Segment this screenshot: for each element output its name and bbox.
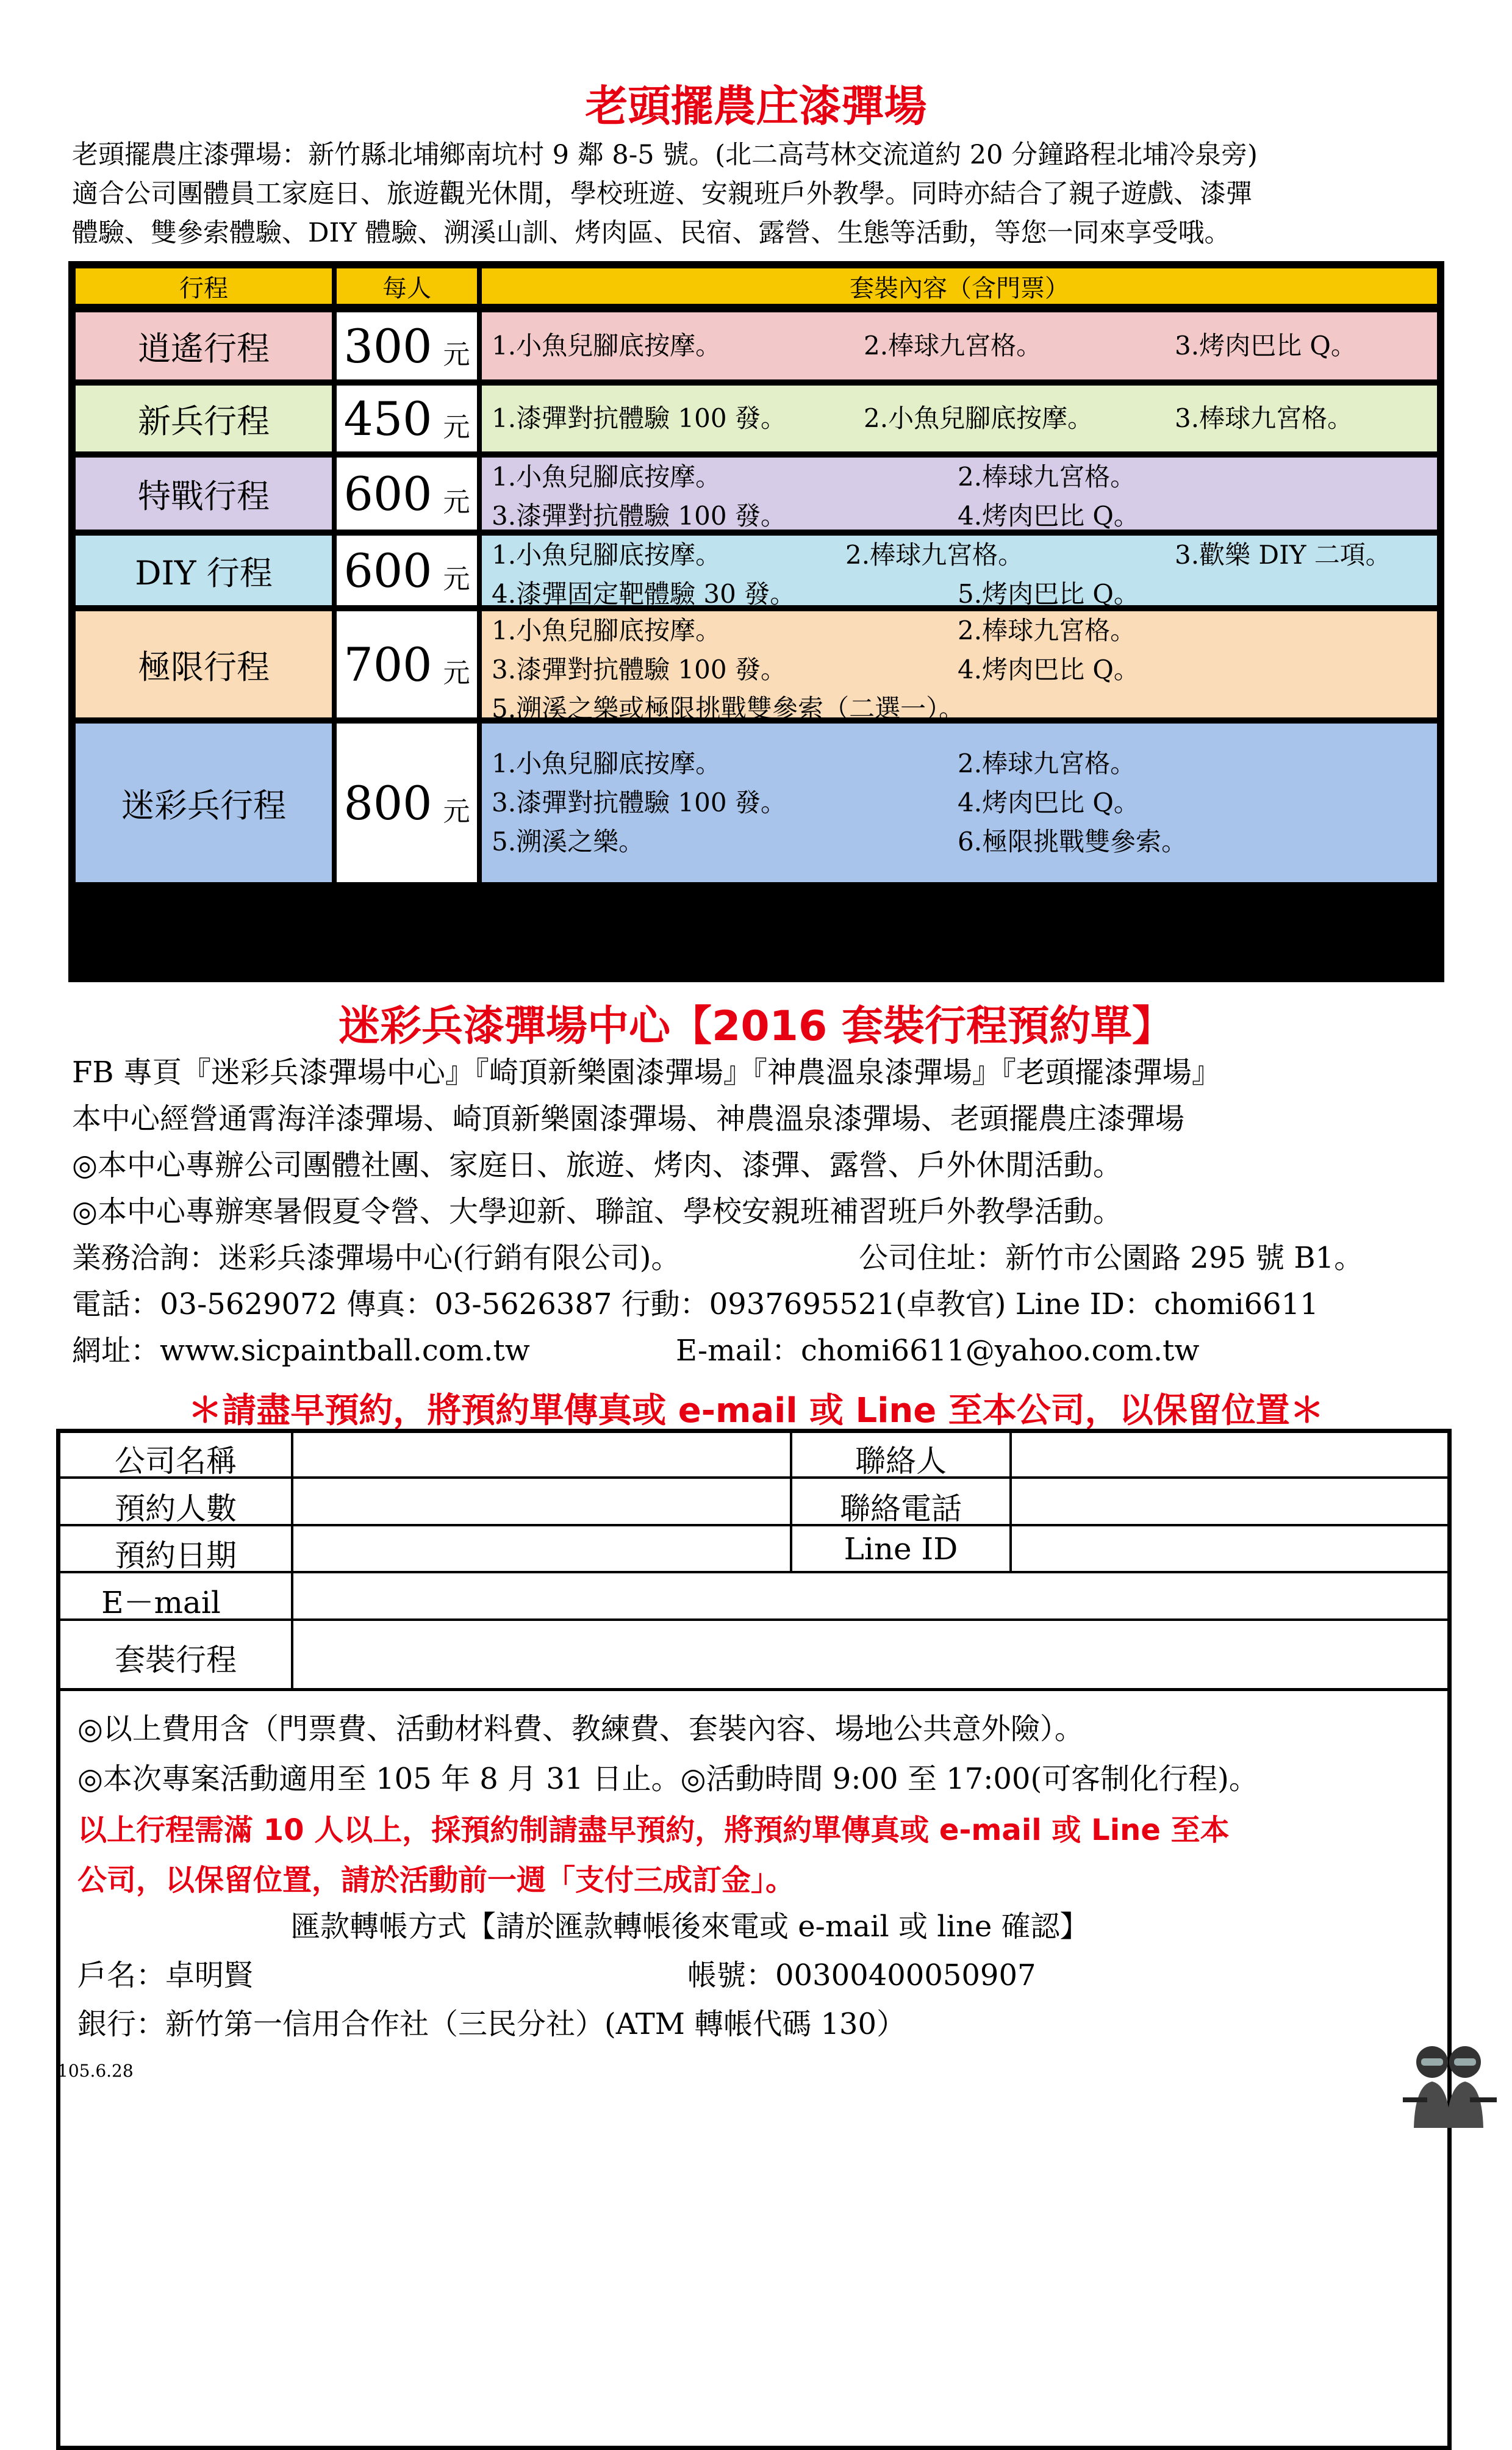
content-item: 3.漆彈對抗體驗 100 發。 [492, 501, 786, 531]
price-value: 600 [343, 543, 432, 598]
package-label: 套裝行程 [115, 1642, 237, 1678]
package-price [337, 536, 477, 605]
content-item: 5.溯溪之樂。 [492, 827, 645, 857]
price-unit: 元 [443, 564, 470, 595]
content-line [492, 575, 1437, 614]
content-item: 4.烤肉巴比 Q。 [958, 788, 1139, 817]
people-count-field[interactable] [293, 1479, 790, 1524]
content-line [492, 399, 1437, 438]
package-price [337, 724, 477, 882]
package-price [337, 458, 477, 530]
content-line [492, 611, 1437, 650]
business-contact: 業務洽詢：迷彩兵漆彈場中心(行銷有限公司)。 [72, 1241, 681, 1275]
fee-note: ◎以上費用含（門票費、活動材料費、教練費、套裝內容、場地公共意外險）。 [77, 1712, 1084, 1746]
center-line: FB 專頁『迷彩兵漆彈場中心』『崎頂新樂園漆彈場』『神農溫泉漆彈場』『老頭擺漆彈場』 [72, 1055, 1221, 1090]
package-name: 特戰行程 [76, 458, 332, 530]
price-unit: 元 [443, 658, 470, 689]
package-price [337, 312, 477, 379]
content-item: 3.烤肉巴比 Q。 [1175, 331, 1356, 361]
content-item: 2.棒球九宮格。 [845, 540, 1024, 570]
content-item: 4.烤肉巴比 Q。 [958, 501, 1139, 531]
package-price [337, 611, 477, 717]
bank-info: 銀行：新竹第一信用合作社（三民分社）(ATM 轉帳代碼 130） [77, 2007, 906, 2041]
website: 網址：www.sicpaintball.com.tw [72, 1334, 530, 1368]
table-header-cell: 每人 [337, 268, 477, 304]
min-people-note: 以上行程需滿 10 人以上，採預約制請盡早預約，將預約單傳真或 e-mail 或 Line 至本 [77, 1813, 1230, 1847]
content-item: 2.棒球九宮格。 [958, 749, 1136, 778]
package-name: 新兵行程 [76, 386, 332, 451]
price-unit: 元 [443, 412, 470, 443]
price-unit: 元 [443, 339, 470, 370]
content-item: 6.極限挑戰雙參索。 [958, 827, 1188, 857]
reservation-date-field[interactable] [293, 1526, 790, 1571]
content-item: 5.溯溪之樂或極限挑戰雙參索（二選一）。 [492, 694, 965, 724]
contact-phone-field[interactable] [1012, 1479, 1447, 1524]
table-header-cell: 套裝內容（含門票） [482, 268, 1437, 304]
email-field[interactable] [293, 1573, 1447, 1618]
content-item: 4.漆彈固定靶體驗 30 發。 [492, 579, 796, 609]
package-field[interactable] [293, 1621, 1447, 1688]
content-line [492, 536, 1437, 575]
soldier-mascot-icon [1397, 2036, 1500, 2134]
content-line [492, 783, 1437, 822]
company-name-field[interactable] [293, 1433, 790, 1476]
content-line [492, 326, 1437, 365]
content-line [492, 689, 1437, 728]
content-item: 2.棒球九宮格。 [958, 462, 1136, 492]
content-item: 1.漆彈對抗體驗 100 發。 [492, 403, 786, 433]
package-content [482, 536, 1437, 609]
package-name: DIY 行程 [76, 536, 332, 605]
line-id-field[interactable] [1012, 1526, 1447, 1571]
content-item: 2.小魚兒腳底按摩。 [864, 403, 1094, 433]
content-item: 3.漆彈對抗體驗 100 發。 [492, 655, 786, 684]
content-line [492, 650, 1437, 689]
center-line: ◎本中心專辦寒暑假夏令營、大學迎新、聯誼、學校安親班補習班戶外教學活動。 [72, 1194, 1122, 1229]
content-item: 3.棒球九宮格。 [1175, 403, 1353, 433]
intro-line: 適合公司團體員工家庭日、旅遊觀光休閒，學校班遊、安親班戶外教學。同時亦結合了親子遊戲、漆彈 [72, 179, 1252, 209]
price-value: 600 [343, 466, 432, 521]
price-value: 300 [343, 318, 432, 373]
center-title: 迷彩兵漆彈場中心【2016 套裝行程預約單】 [339, 1002, 1173, 1051]
email-label: E－mail [101, 1585, 221, 1620]
content-item: 1.小魚兒腳底按摩。 [492, 616, 722, 645]
price-unit: 元 [443, 487, 470, 518]
content-line [492, 744, 1437, 783]
content-item: 3.漆彈對抗體驗 100 發。 [492, 788, 786, 817]
content-item: 1.小魚兒腳底按摩。 [492, 749, 722, 778]
package-content [482, 312, 1437, 379]
content-item: 1.小魚兒腳底按摩。 [492, 331, 722, 361]
package-name: 極限行程 [76, 611, 332, 717]
phone-line: 電話：03-5629072 傳真：03-5626387 行動：0937695521(卓教官) Line ID：chomi6611 [72, 1287, 1319, 1321]
content-line [492, 822, 1437, 861]
page-title: 老頭擺農庄漆彈場 [585, 81, 927, 131]
company-name-label: 公司名稱 [115, 1443, 237, 1479]
email: E-mail：chomi6611@yahoo.com.tw [676, 1334, 1200, 1368]
reservation-form [56, 1429, 1452, 2450]
date-code: 105.6.28 [57, 2061, 134, 2081]
transfer-method: 匯款轉帳方式【請於匯款轉帳後來電或 e-mail 或 line 確認】 [291, 1909, 1089, 1944]
price-value: 800 [343, 775, 432, 830]
people-count-label: 預約人數 [115, 1491, 237, 1526]
table-header-cell: 行程 [76, 268, 332, 304]
reservation-notice: ＊請盡早預約，將預約單傳真或 e-mail 或 Line 至本公司，以保留位置＊ [188, 1391, 1324, 1431]
reservation-date-label: 預約日期 [115, 1538, 237, 1573]
content-item: 2.棒球九宮格。 [958, 616, 1136, 645]
content-item: 1.小魚兒腳底按摩。 [492, 462, 722, 492]
contact-person-label: 聯絡人 [855, 1443, 947, 1479]
web-line [72, 1327, 1475, 1374]
content-item: 4.烤肉巴比 Q。 [958, 655, 1139, 684]
period-note: ◎本次專案活動適用至 105 年 8 月 31 日止。◎活動時間 9:00 至 17:00(可客制化行程)。 [77, 1762, 1258, 1796]
account-name: 戶名：卓明賢 [77, 1958, 254, 1992]
content-item: 3.歡樂 DIY 二項。 [1175, 540, 1391, 570]
intro-line: 老頭擺農庄漆彈場：新竹縣北埔鄉南坑村 9 鄰 8-5 號。(北二高芎林交流道約 20 分鐘路程北埔冷泉旁) [72, 140, 1258, 170]
price-unit: 元 [443, 796, 470, 827]
pricing-table [68, 261, 1444, 982]
content-item: 5.烤肉巴比 Q。 [958, 579, 1139, 609]
content-line [492, 458, 1437, 497]
intro-text [72, 135, 1450, 253]
business-line [72, 1235, 1475, 1281]
price-value: 450 [343, 391, 432, 446]
content-line [492, 497, 1437, 536]
contact-person-field[interactable] [1012, 1433, 1447, 1476]
package-price [337, 386, 477, 451]
intro-line: 體驗、雙參索體驗、DIY 體驗、溯溪山訓、烤肉區、民宿、露營、生態等活動，等您一同來享受哦。 [72, 218, 1231, 248]
deposit-note: 公司，以保留位置，請於活動前一週「支付三成訂金」。 [77, 1863, 795, 1897]
account-number: 帳號：00300400050907 [687, 1958, 1036, 1992]
package-content [482, 611, 1437, 724]
package-content [482, 386, 1437, 451]
package-name: 逍遙行程 [76, 312, 332, 379]
center-line: ◎本中心專辦公司團體社團、家庭日、旅遊、烤肉、漆彈、露營、戶外休閒活動。 [72, 1148, 1122, 1182]
contact-phone-label: 聯絡電話 [840, 1491, 962, 1526]
content-item: 2.棒球九宮格。 [864, 331, 1042, 361]
center-info [72, 1049, 1475, 1374]
center-line: 本中心經營通霄海洋漆彈場、崎頂新樂園漆彈場、神農溫泉漆彈場、老頭擺農庄漆彈場 [72, 1102, 1185, 1136]
package-content [482, 724, 1437, 882]
company-address: 公司住址：新竹市公園路 295 號 B1。 [859, 1241, 1364, 1275]
package-content [482, 458, 1437, 530]
package-name: 迷彩兵行程 [76, 724, 332, 882]
price-value: 700 [343, 637, 432, 692]
content-item: 1.小魚兒腳底按摩。 [492, 540, 722, 570]
line-id-label: Line ID [844, 1531, 958, 1567]
